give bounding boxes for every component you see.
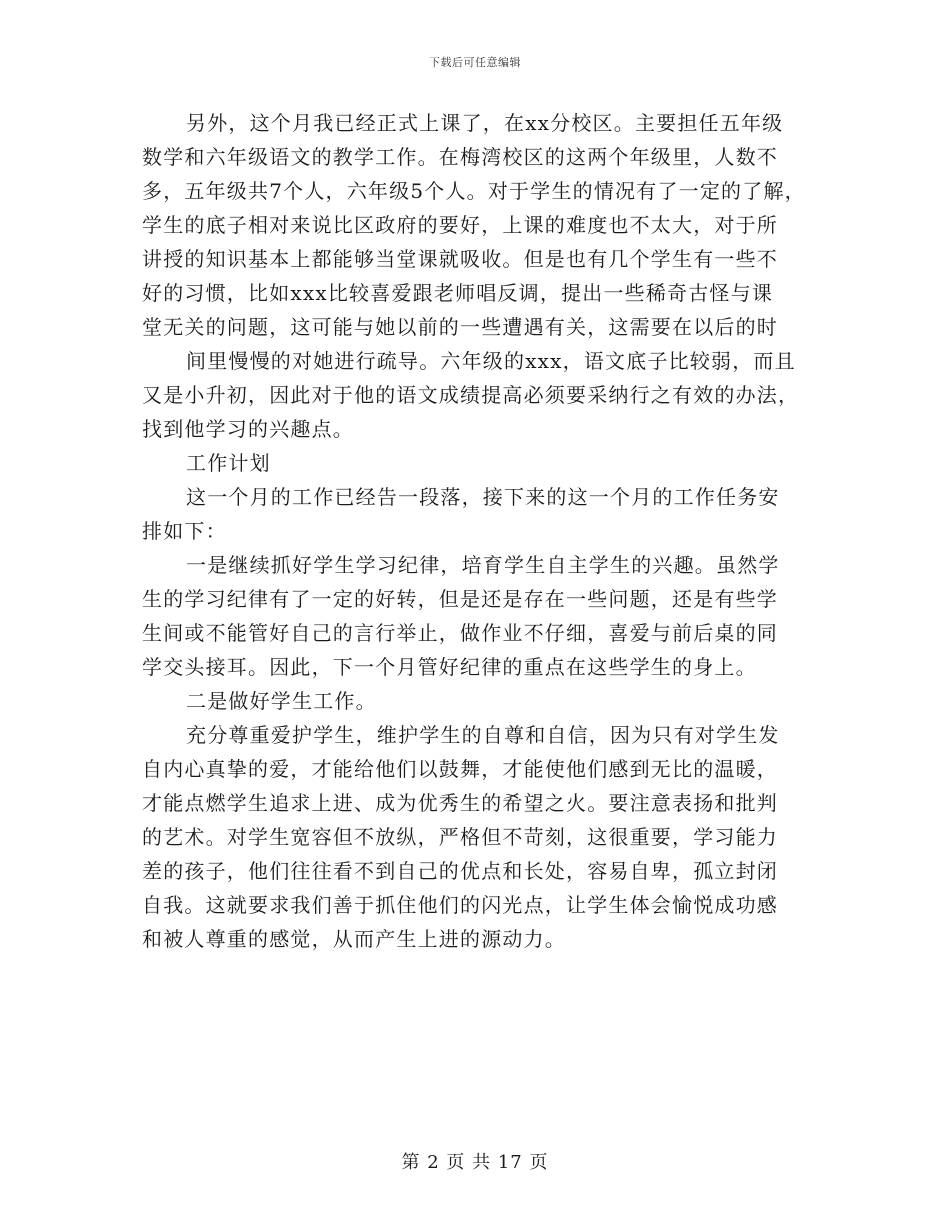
text-line: 多，五年级共7个人，六年级5个人。对于学生的情况有了一定的了解， xyxy=(142,179,806,203)
text-line: 自我。这就要求我们善于抓住他们的闪光点，让学生体会愉悦成功感 xyxy=(142,893,778,917)
text-line: 生的学习纪律有了一定的好转，但是还是存在一些问题，还是有些学 xyxy=(142,587,778,611)
text-line: 另外，这个月我已经正式上课了，在xx分校区。主要担任五年级 xyxy=(186,111,784,135)
page-number: 第 2 页 共 17 页 xyxy=(401,1152,549,1173)
text-line: 生间或不能管好自己的言行举止，做作业不仔细，喜爱与前后桌的同 xyxy=(142,621,778,645)
text-line: 的艺术。对学生宽容但不放纵，严格但不苛刻，这很重要，学习能力 xyxy=(142,825,778,849)
text-line: 好的习惯，比如xxx比较喜爱跟老师唱反调，提出一些稀奇古怪与课 xyxy=(142,281,774,305)
body-text xyxy=(142,106,822,956)
text-line: 才能点燃学生追求上进、成为优秀生的希望之火。要注意表扬和批判 xyxy=(142,791,778,815)
text-line: 排如下： xyxy=(142,519,227,543)
text-line: 自内心真挚的爱，才能给他们以鼓舞，才能使他们感到无比的温暖， xyxy=(142,757,778,781)
text-line: 找到他学习的兴趣点。 xyxy=(142,417,354,441)
text-line: 数学和六年级语文的教学工作。在梅湾校区的这两个年级里，人数不 xyxy=(142,145,778,169)
text-line: 二是做好学生工作。 xyxy=(186,689,377,713)
text-line: 学生的底子相对来说比区政府的要好，上课的难度也不太大，对于所 xyxy=(142,213,778,237)
text-line: 这一个月的工作已经告一段落，接下来的这一个月的工作任务安 xyxy=(186,485,780,509)
text-line: 充分尊重爱护学生，维护学生的自尊和自信，因为只有对学生发 xyxy=(186,723,780,747)
text-line: 又是小升初，因此对于他的语文成绩提高必须要采纳行之有效的办法， xyxy=(142,383,800,407)
text-line: 学交头接耳。因此，下一个月管好纪律的重点在这些学生的身上。 xyxy=(142,655,757,679)
text-line: 一是继续抓好学生学习纪律，培育学生自主学生的兴趣。虽然学 xyxy=(186,553,780,577)
text-line: 和被人尊重的感觉，从而产生上进的源动力。 xyxy=(142,927,566,951)
text-line: 堂无关的问题，这可能与她以前的一些遭遇有关，这需要在以后的时 xyxy=(142,315,778,339)
text-line: 间里慢慢的对她进行疏导。六年级的xxx，语文底子比较弱，而且 xyxy=(186,349,796,373)
text-line: 差的孩子，他们往往看不到自己的优点和长处，容易自卑，孤立封闭 xyxy=(142,859,778,883)
text-line: 讲授的知识基本上都能够当堂课就吸收。但是也有几个学生有一些不 xyxy=(142,247,778,271)
header-note: 下载后可任意编辑 xyxy=(429,56,521,69)
section-heading: 工作计划 xyxy=(186,451,271,475)
